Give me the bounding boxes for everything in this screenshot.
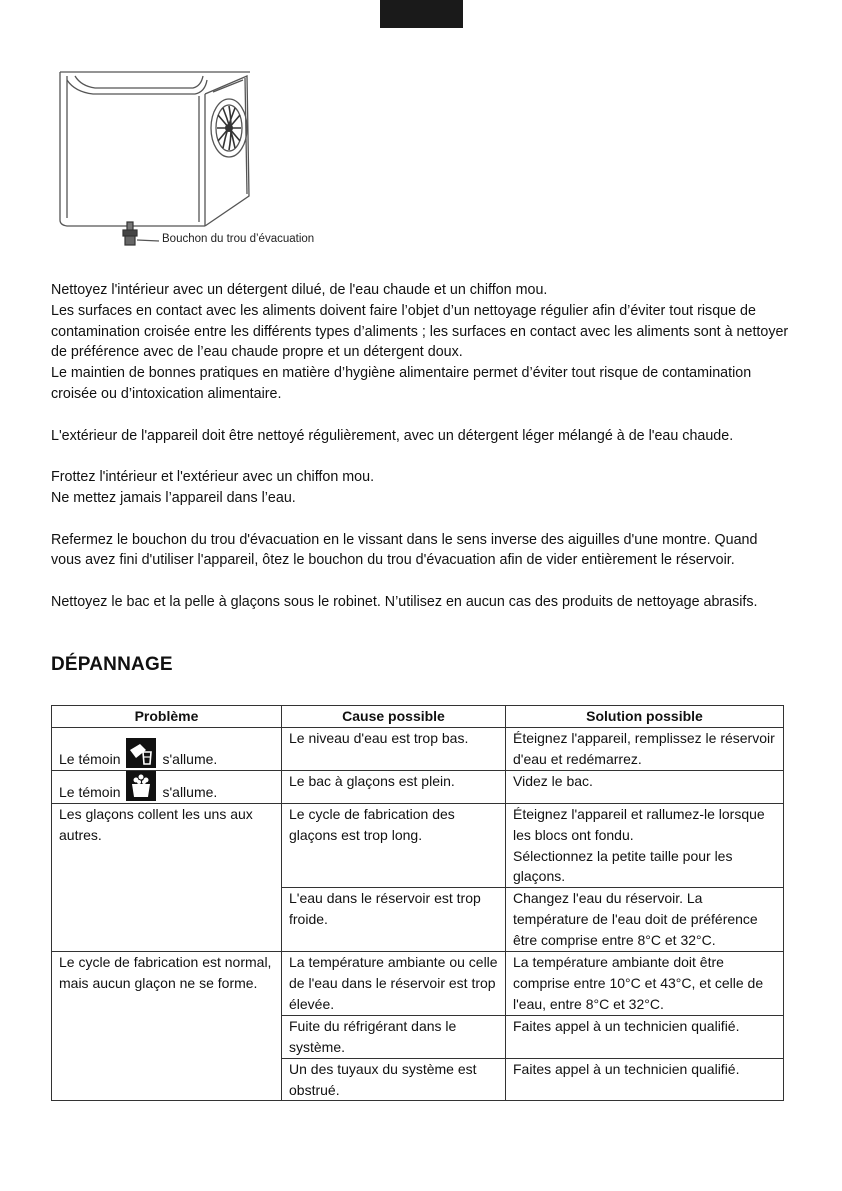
problem-text: Le témoin [59, 750, 121, 767]
troubleshooting-title: DÉPANNAGE [51, 654, 173, 675]
problem-text: s'allume. [162, 783, 218, 800]
problem-stuck-ice: Les glaçons collent les uns aux autres. [52, 803, 282, 951]
drain-plug-caption: Bouchon du trou d’évacuation [162, 233, 315, 245]
solution-cell: La température ambiante doit être comprise entre 10°C et 43°C, et celle de l'eau, entre 8°C et 32°C. [506, 952, 784, 1016]
solution-cell: Videz le bac. [506, 770, 784, 803]
cause-cell: La température ambiante ou celle de l'eau dans le réservoir est trop élevée. [282, 952, 506, 1016]
paragraph-ice-basket: Nettoyez le bac et la pelle à glaçons sous le robinet. N’utilisez en aucun cas des produits de nettoyage abrasifs. [51, 593, 758, 610]
paragraph-exterior-cleaning: L'extérieur de l'appareil doit être nettoyé régulièrement, avec un détergent léger mélangé à de l'eau chaude. [51, 427, 734, 444]
paragraph-drain-plug: Refermez le bouchon du trou d'évacuation en le vissant dans le sens inverse des aiguilles d'une montre. Quand vous avez fini d'utiliser l'appareil, ôtez le bouchon du trou d'évacuation afin de vider entièrement le réservoir. [51, 531, 758, 569]
header-cause: Cause possible [282, 706, 506, 728]
cause-cell: L'eau dans le réservoir est trop froide. [282, 888, 506, 952]
cause-cell: Le niveau d'eau est trop bas. [282, 728, 506, 771]
solution-cell: Éteignez l'appareil, remplissez le réservoir d'eau et redémarrez. [506, 728, 784, 771]
add-water-indicator-icon [126, 738, 156, 768]
solution-cell: Changez l'eau du réservoir. La température de l'eau doit de préférence être comprise entre 8°C et 32°C. [506, 888, 784, 952]
paragraph-soft-cloth: Frottez l'intérieur et l'extérieur avec un chiffon mou. Ne mettez jamais l’appareil dans l’eau. [51, 469, 375, 506]
table-row [52, 803, 784, 888]
ice-maker-drawing [55, 70, 355, 255]
table-row [52, 770, 784, 803]
table-row [52, 728, 784, 771]
cause-cell: Le cycle de fabrication des glaçons est trop long. [282, 803, 506, 888]
solution-cell: Faites appel à un technicien qualifié. [506, 1058, 784, 1101]
problem-text: Le témoin [59, 783, 121, 800]
troubleshooting-table [51, 705, 784, 1101]
problem-full-light [52, 770, 282, 803]
problem-text: s'allume. [162, 750, 218, 767]
ice-maker-illustration [55, 70, 355, 255]
page-header-tab [380, 0, 463, 28]
table-row [52, 952, 784, 1016]
problem-no-ice: Le cycle de fabrication est normal, mais aucun glaçon ne se forme. [52, 952, 282, 1101]
table-header-row [52, 706, 784, 728]
header-solution: Solution possible [506, 706, 784, 728]
cause-cell: Fuite du réfrigérant dans le système. [282, 1015, 506, 1058]
header-problem: Problème [52, 706, 282, 728]
solution-cell: Éteignez l'appareil et rallumez-le lorsque les blocs ont fondu. Sélectionnez la petite taille pour les glaçons. [506, 803, 784, 888]
solution-cell: Faites appel à un technicien qualifié. [506, 1015, 784, 1058]
cause-cell: Un des tuyaux du système est obstrué. [282, 1058, 506, 1101]
problem-water-light [52, 728, 282, 771]
cause-cell: Le bac à glaçons est plein. [282, 770, 506, 803]
paragraph-interior-cleaning: Nettoyez l'intérieur avec un détergent dilué, de l'eau chaude et un chiffon mou. Les surfaces en contact avec les aliments doivent faire l’objet d’un nettoyage régulier afin d’éviter tout risque de contamination croisée entre les différents types d’aliments ; les surfaces en contact avec les aliments sont à nettoyer de préférence avec de l’eau chaude propre et un détergent doux. Le maintien de bonnes pratiques en matière d’hygiène alimentaire permet d’éviter tout risque de contamination croisée ou d’intoxication alimentaire. [51, 282, 789, 402]
ice-full-indicator-icon [126, 771, 156, 801]
cleaning-instructions [51, 280, 791, 634]
